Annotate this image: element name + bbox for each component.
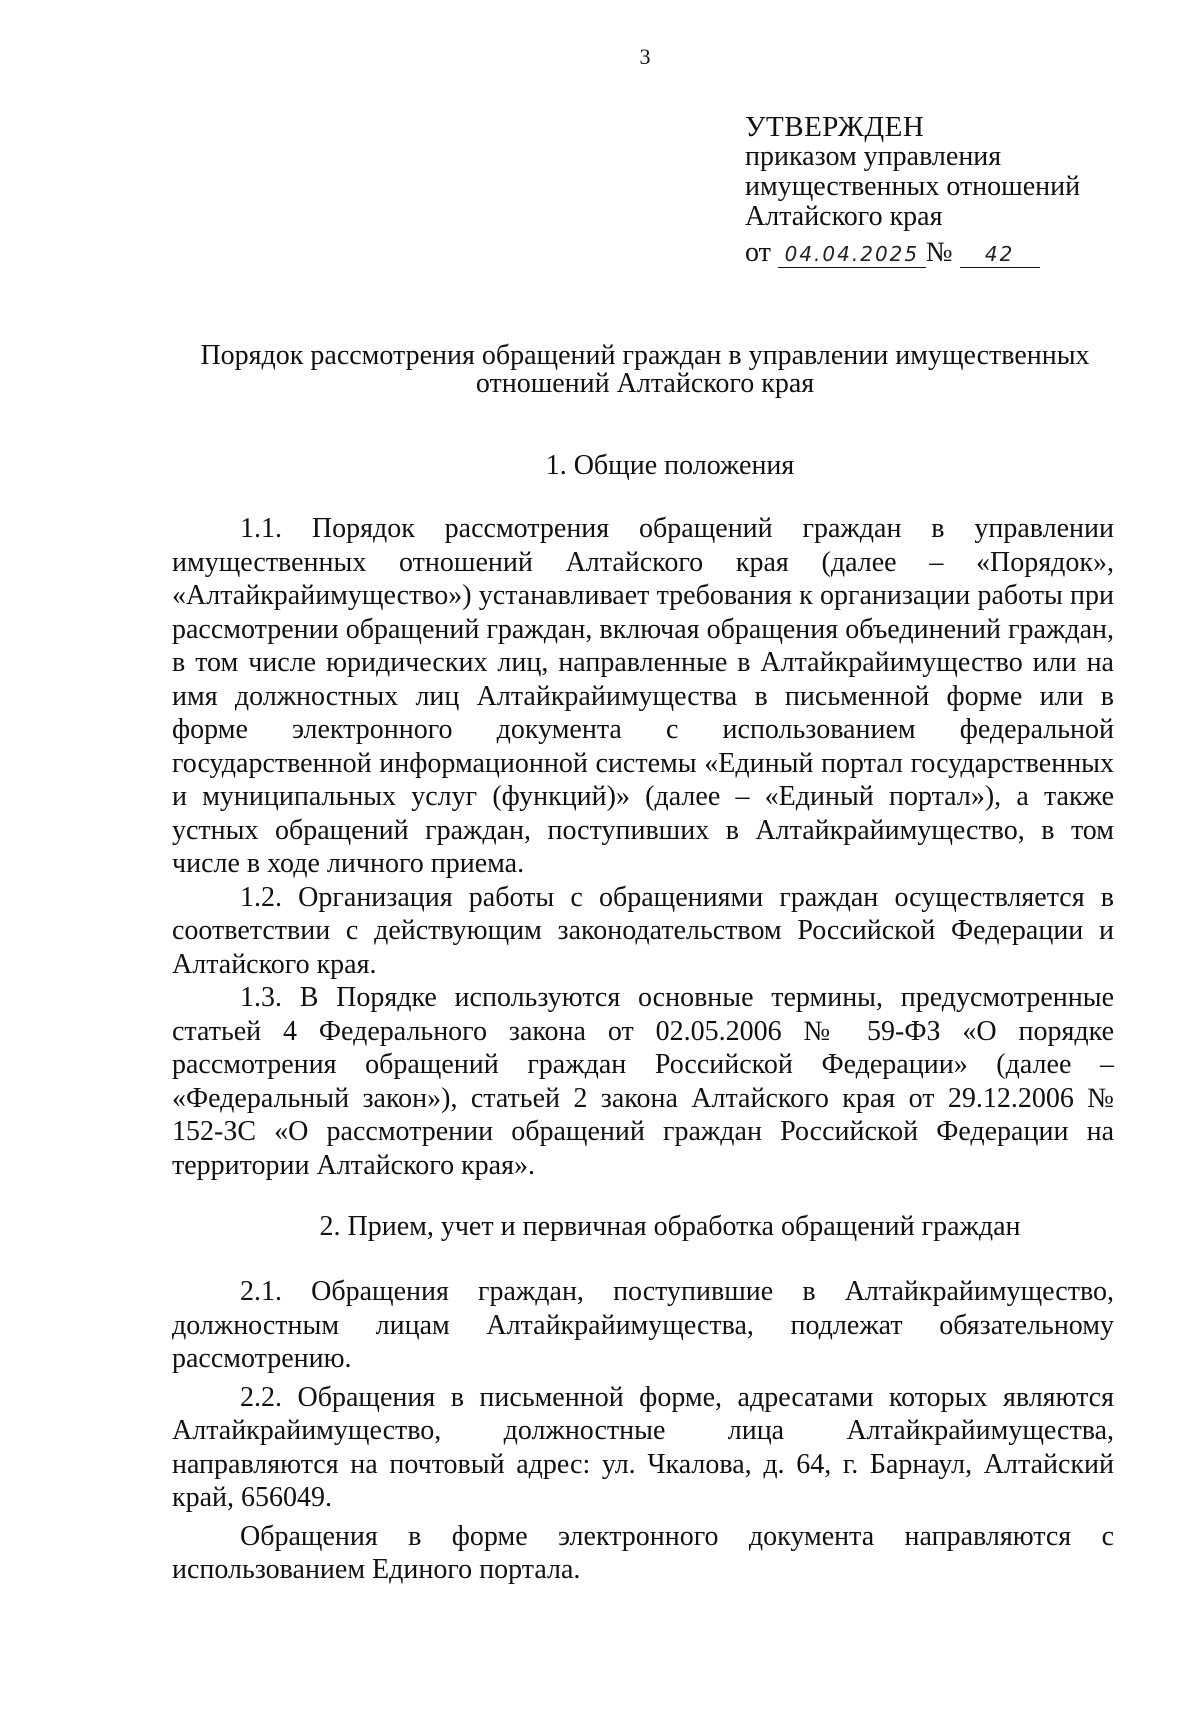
handwritten-date: 04.04.2025 [778,241,926,268]
section-1-body [172,512,1114,1182]
section-2-body [172,1275,1114,1587]
paragraph-2-3: Обращения в форме электронного документа направляются с использованием Единого портала. [172,1520,1114,1585]
approval-line-1: приказом управления [745,141,1002,172]
document-title [140,342,1150,398]
paragraph-2-1: 2.1. Обращения граждан, поступившие в Алтайкрайимущество, должностным лицам Алтайкрайимущества, подлежат обязательному рассмотрению. [172,1276,1114,1374]
document-title-line-2: отношений Алтайского края [475,368,815,399]
approval-stamp-block [745,112,1105,268]
section-1-heading: 1. Общие положения [545,450,795,481]
paragraph-1-2: 1.2. Организация работы с обращениями граждан осуществляется в соответствии с действующим законодательством Российской Федерации и Алтайского края. [172,881,1114,980]
page-number: 3 [639,44,651,69]
paragraph-1-3: 1.3. В Порядке используются основные термины, предусмотренные статьей 4 Федерального закона от 02.05.2006 № 59-ФЗ «О порядке рассмотрения обращений граждан Российской Федерации» (далее – «Федеральный закон»), статьей 2 закона Алтайского края от 29.12.2006 № 152-ЗС «О рассмотрении обращений граждан Российской Федерации на территории Алтайского края». [172,982,1114,1181]
approval-line-2: имущественных отношений [745,171,1081,202]
handwritten-number: 42 [960,241,1040,268]
number-label: № [925,237,953,268]
from-label: от [745,237,771,268]
section-2-heading: 2. Прием, учет и первичная обработка обращений граждан [319,1211,1021,1242]
paragraph-2-2: 2.2. Обращения в письменной форме, адресатами которых являются Алтайкрайимущество, должностные лица Алтайкрайимущества, направляются на почтовый адрес: ул. Чкалова, д. 64, г. Барнаул, Алтайский край, 656049. [172,1381,1114,1513]
paragraph-1-1: 1.1. Порядок рассмотрения обращений граждан в управлении имущественных отношений Алтайского края (далее – «Порядок», «Алтайкрайимущество») устанавливает требования к организации работы при рассмотрении обращений граждан, включая обращения объединений граждан, в том числе юридических лиц, направленные в Алтайкрайимущество или на имя должностных лиц Алтайкрайимущества в письменной форме или в форме электронного документа с использованием федеральной государственной информационной системы «Единый портал государственных и муниципальных услуг (функций)» (далее – «Единый портал»), а также устных обращений граждан, поступивших в Алтайкрайимущество, в том числе в ходе личного приема. [172,513,1114,879]
approval-heading: УТВЕРЖДЕН [745,111,925,143]
approval-line-3: Алтайского края [745,201,943,232]
approval-date-line [745,238,1105,268]
document-title-line-1: Порядок рассмотрения обращений граждан в управлении имущественных [200,340,1090,371]
